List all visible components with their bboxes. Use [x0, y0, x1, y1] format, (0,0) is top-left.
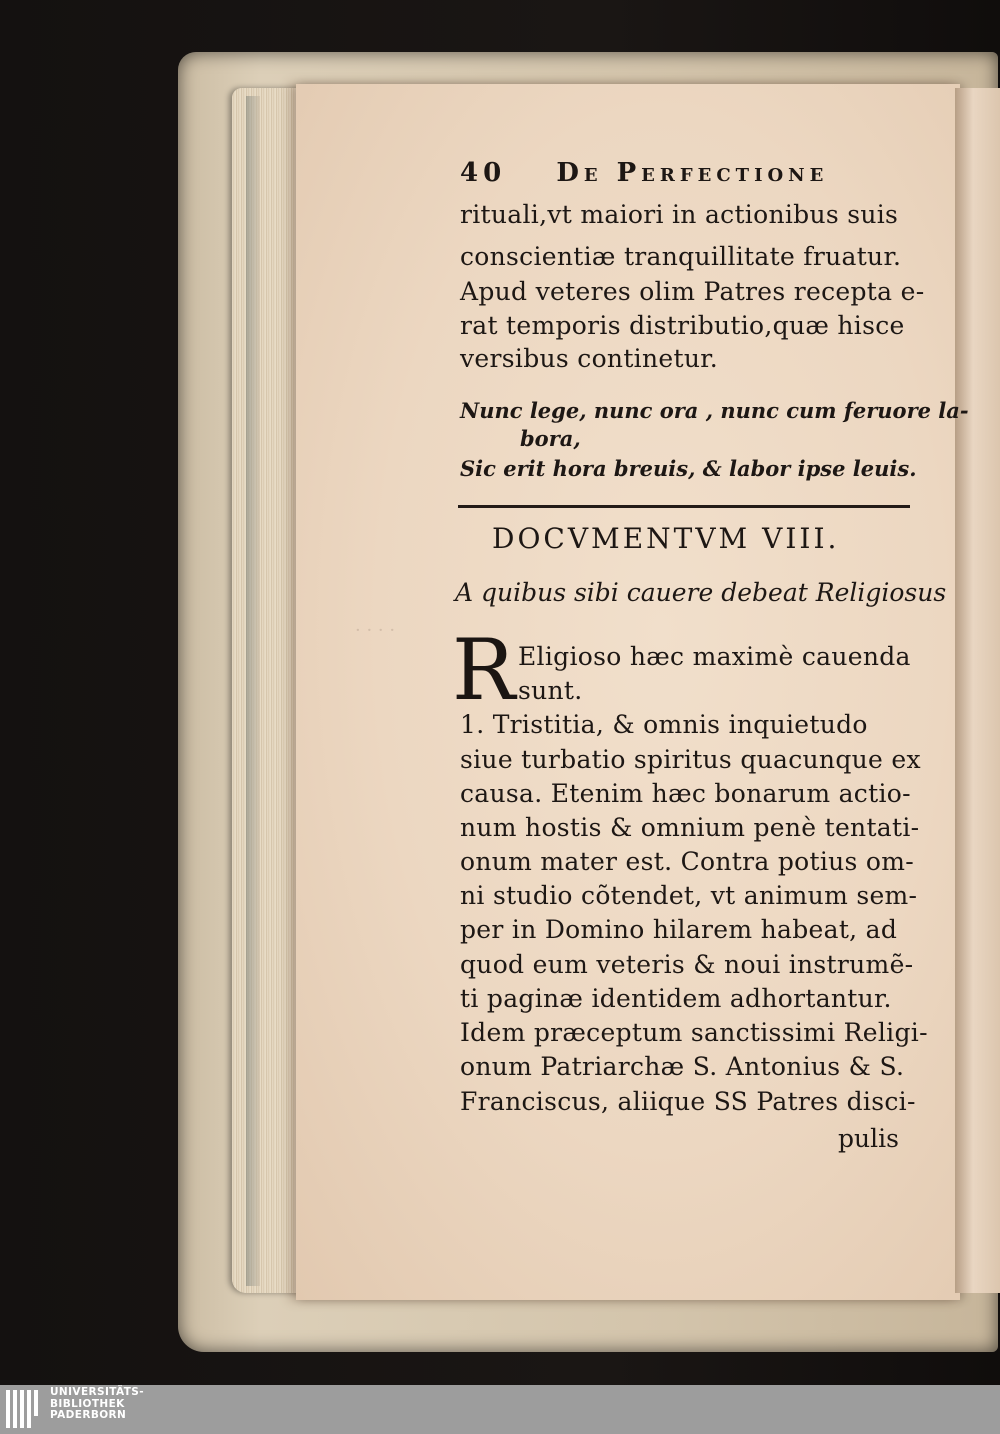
intro-line-3: Apud veteres olim Patres recepta e-	[460, 277, 925, 306]
library-footer	[0, 1385, 1000, 1434]
page-number: 40	[460, 158, 507, 188]
body-line-10: quod eum veteris & noui instrumẽ-	[460, 950, 914, 979]
section-rule	[458, 505, 910, 508]
body-line-3: 1. Tristitia, & omnis inquietudo	[460, 710, 868, 739]
facing-page-edge	[955, 88, 1000, 1293]
body-line-14: Franciscus, aliique SS Patres disci-	[460, 1087, 916, 1116]
body-line-11: ti paginæ identidem adhortantur.	[460, 984, 892, 1013]
body-line-2: sunt.	[518, 676, 583, 705]
library-logo-icon	[6, 1390, 40, 1428]
body-line-8: ni studio cõtendet, vt animum sem-	[460, 881, 918, 910]
running-title: De Perfectione	[556, 158, 829, 188]
body-line-6: num hostis & omnium penè tentati-	[460, 813, 920, 842]
intro-line-4: rat temporis distributio,quæ hisce	[460, 311, 905, 340]
verse-line-2: bora,	[520, 426, 581, 451]
library-logo-text	[50, 1387, 144, 1422]
page-edge-shadow	[246, 96, 260, 1286]
logo-line-3: PADERBORN	[50, 1409, 127, 1421]
verse-line-3: Sic erit hora breuis, & labor ipse leuis.	[460, 456, 917, 481]
section-subtitle: A quibus sibi cauere debeat Religiosus	[455, 578, 947, 607]
drop-cap: R	[452, 621, 516, 719]
show-through-text: · · · ·	[355, 620, 396, 641]
intro-line-2: conscientiæ tranquillitate fruatur.	[460, 242, 902, 271]
body-line-4: siue turbatio spiritus quacunque ex	[460, 745, 921, 774]
body-line-7: onum mater est. Contra potius om-	[460, 847, 915, 876]
catchword: pulis	[838, 1124, 899, 1153]
logo-line-2: BIBLIOTHEK	[50, 1397, 125, 1410]
body-line-12: Idem præceptum sanctissimi Religi-	[460, 1018, 928, 1047]
section-title: DOCVMENTVM VIII.	[492, 522, 840, 555]
intro-line-1: rituali,vt maiori in actionibus suis	[460, 200, 899, 229]
body-line-13: onum Patriarchæ S. Antonius & S.	[460, 1052, 905, 1081]
intro-line-5: versibus continetur.	[460, 344, 718, 373]
body-line-1: Eligioso hæc maximè cauenda	[518, 642, 911, 671]
logo-line-1: UNIVERSITÄTS-	[50, 1386, 145, 1398]
body-line-5: causa. Etenim hæc bonarum actio-	[460, 779, 911, 808]
running-head	[460, 158, 828, 188]
verse-line-1: Nunc lege, nunc ora , nunc cum feruore la-	[460, 398, 969, 423]
body-line-9: per in Domino hilarem habeat, ad	[460, 915, 898, 944]
page-edges	[232, 88, 304, 1293]
